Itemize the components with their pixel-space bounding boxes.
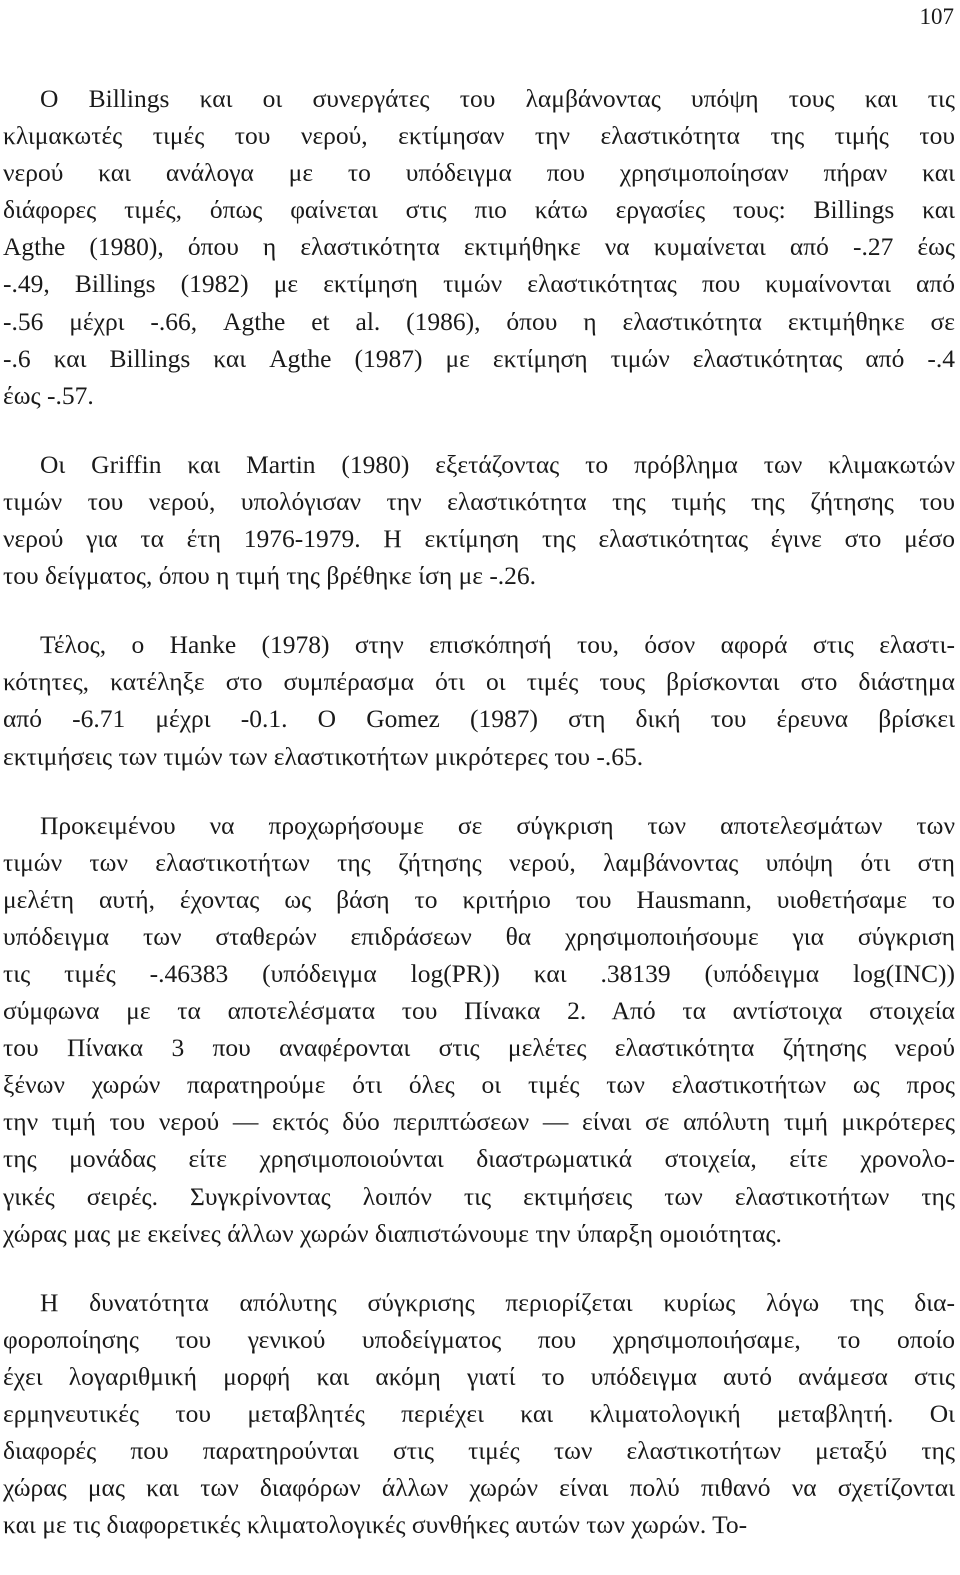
text-line: εκτιμήσεις των τιμών των ελαστικοτήτων μικρότερες του -.65. [3,741,644,771]
text-line: κλιμακωτές τιμές του νερού, εκτίμησαν την ελαστικότητα της τιμής του [3,121,955,151]
text-line: Τέλος, ο Hanke (1978) στην επισκόπησή του, όσον αφορά στις ελαστι- [40,630,955,660]
paragraph [0,807,960,1252]
paragraph [0,1284,960,1544]
text-line: τιμών των ελαστικοτήτων της ζήτησης νερού, λαμβάνοντας υπόψη ότι στη [3,847,955,877]
paragraph [0,446,960,594]
text-line: γικές σειρές. Συγκρίνοντας λοιπόν τις εκτιμήσεις των ελαστικοτήτων της [3,1181,955,1211]
text-line: έχει λογαριθμική μορφή και ακόμη γιατί το υπόδειγμα αυτό ανάμεσα στις [3,1361,955,1391]
text-line: του Πίνακα 3 που αναφέρονται στις μελέτες ελαστικότητα ζήτησης νερού [3,1033,955,1063]
text-line: και με τις διαφορετικές κλιματολογικές συνθήκες αυτών των χωρών. Το- [3,1510,748,1540]
text-line: χώρας μας και των διαφόρων άλλων χωρών είναι πολύ πιθανό να σχετίζονται [3,1473,955,1503]
paragraph [0,80,960,414]
text-line: ερμηνευτικές του μεταβλητές περιέχει και κλιματολογική μεταβλητή. Οι [3,1399,955,1428]
text-line: της μονάδας είτε χρησιμοποιούνται διαστρωματικά στοιχεία, είτε χρονολο- [3,1144,955,1174]
paragraph [0,626,960,774]
text-line: Οι Griffin και Martin (1980) εξετάζοντας το πρόβλημα των κλιμακωτών [40,449,955,479]
text-line: σύμφωνα με τα αποτελέσματα του Πίνακα 2. Από τα αντίστοιχα στοιχεία [3,996,955,1026]
text-line: την τιμή του νερού — εκτός δύο περιπτώσεων — είναι σε απόλυτη τιμή μικρότερες [3,1107,955,1137]
text-line: διάφορες τιμές, όπως φαίνεται στις πιο κάτω εργασίες τους: Billings και [3,195,955,225]
page-number: 107 [919,4,954,29]
text-line: Ο Billings και οι συνεργάτες του λαμβάνοντας υπόψη τους και τις [40,84,955,113]
text-line: Προκειμένου να προχωρήσουμε σε σύγκριση των αποτελεσμάτων των [40,810,955,840]
text-line: Agthe (1980), όπου η ελαστικότητα εκτιμήθηκε να κυμαίνεται από -.27 έως [3,232,955,262]
text-line: από -6.71 μέχρι -0.1. Ο Gomez (1987) στη δική του έρευνα βρίσκει [3,704,955,734]
text-line: τις τιμές -.46383 (υπόδειγμα log(PR)) και .38139 (υπόδειγμα log(INC)) [3,958,955,988]
text-line: νερού και ανάλογα με το υπόδειγμα που χρησιμοποίησαν πήραν και [3,158,955,188]
text-line: φοροποίησης του γενικού υποδείγματος που χρησιμοποιήσαμε, το οποίο [3,1324,955,1354]
text-line: νερού για τα έτη 1976-1979. Η εκτίμηση της ελαστικότητας έγινε στο μέσο [3,524,955,554]
text-line: Η δυνατότητα απόλυτης σύγκρισης περιορίζεται κυρίως λόγω της δια- [40,1287,955,1317]
text-line: -.49, Billings (1982) με εκτίμηση τιμών ελαστικότητας που κυμαίνονται από [3,269,955,299]
text-line: -.56 μέχρι -.66, Agthe et al. (1986), όπου η ελαστικότητα εκτιμήθηκε σε [3,306,955,336]
text-line: διαφορές που παρατηρούνται στις τιμές των ελαστικοτήτων μεταξύ της [3,1436,955,1466]
text-line: έως -.57. [3,380,94,410]
text-line: -.6 και Billings και Agthe (1987) με εκτίμηση τιμών ελαστικότητας από -.4 [3,343,955,373]
text-line: χώρας μας με εκείνες άλλων χωρών διαπιστώνουμε την ύπαρξη ομοιότητας. [3,1218,782,1248]
text-line: τιμών του νερού, υπολόγισαν την ελαστικότητα της τιμής της ζήτησης του [3,486,955,516]
page-body [0,80,960,1575]
text-line: του δείγματος, όπου η τιμή της βρέθηκε ίση με -.26. [3,561,537,591]
text-line: μελέτη αυτή, έχοντας ως βάση το κριτήριο του Hausmann, υιοθετήσαμε το [3,884,955,914]
text-line: κότητες, κατέληξε στο συμπέρασμα ότι οι τιμές τους βρίσκονται στο διάστημα [3,667,955,697]
text-line: υπόδειγμα των σταθερών επιδράσεων θα χρησιμοποιήσουμε για σύγκριση [3,921,955,951]
text-line: ξένων χωρών παρατηρούμε ότι όλες οι τιμές των ελαστικοτήτων ως προς [3,1070,955,1100]
